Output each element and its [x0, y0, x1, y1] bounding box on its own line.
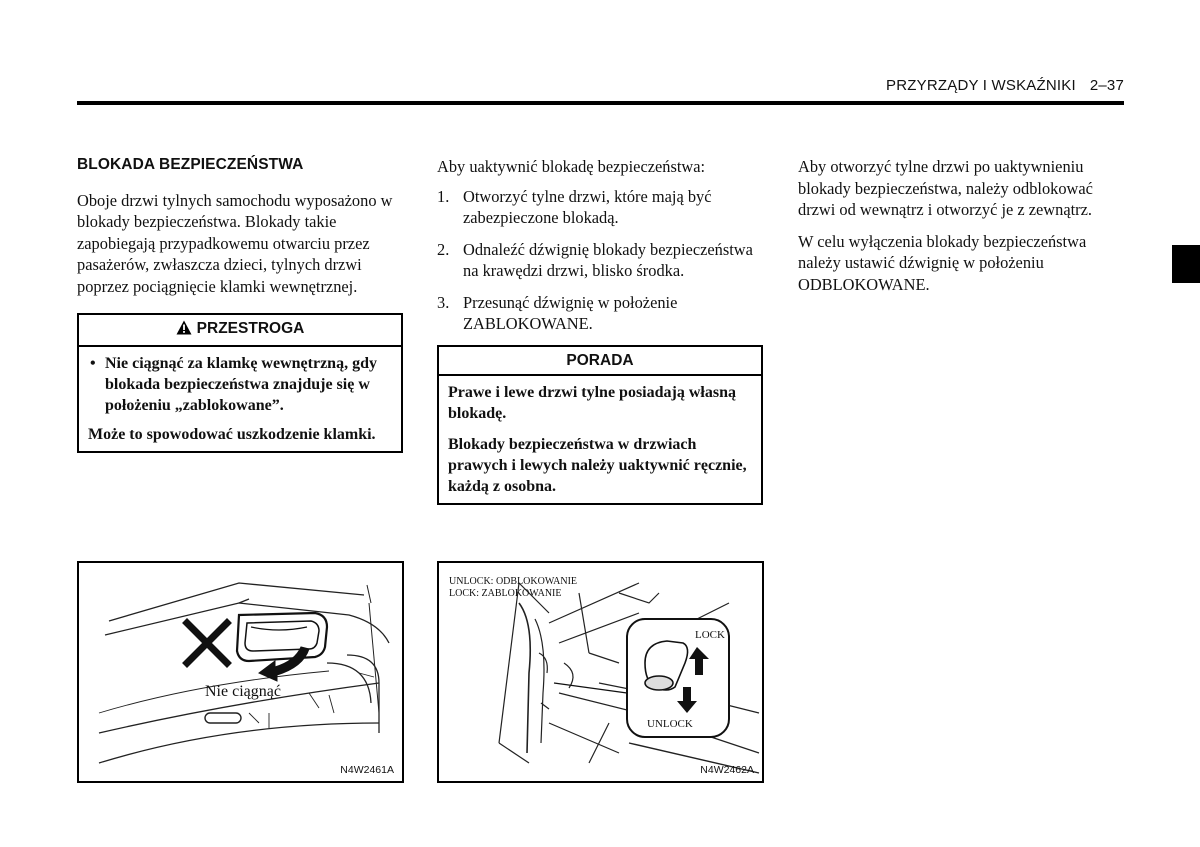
figure-code: N4W2461A [340, 764, 394, 776]
warning-triangle-icon [176, 320, 192, 342]
caution-item-text: Nie ciągnąć za klamkę wewnętrzną, gdy blokada bezpieczeństwa znajduje się w położeniu „zablokowane”. [105, 354, 377, 414]
caution-box [77, 313, 403, 453]
step-text: Przesunąć dźwignię w położenie ZABLOKOWANE. [463, 292, 678, 333]
lower-handle-slot [205, 713, 241, 723]
caution-note: Może to spowodować uszkodzenie klamki. [88, 425, 376, 443]
paragraph: Aby otworzyć tylne drzwi po uaktywnieniu blokady bezpieczeństwa, należy odblokować drzwi od wewnątrz i otworzyć je z zewnątrz. [798, 157, 1093, 219]
step-text: Odnaleźć dźwignię blokady bezpieczeństwa na krawędzi drzwi, blisko środka. [463, 239, 753, 280]
tip-heading: PORADA [439, 347, 761, 377]
section-title: BLOKADA BEZPIECZEŃSTWA [77, 156, 304, 173]
steps-list [437, 186, 763, 335]
figure-code: N4W2462A [700, 764, 754, 776]
door-handle-illustration [79, 563, 402, 781]
section-name: PRZYRZĄDY I WSKAŹNIKI [886, 77, 1076, 94]
caution-body [79, 347, 401, 451]
step-item [437, 292, 763, 335]
figure-caption-label: Nie ciągnąć [205, 683, 281, 700]
caution-item [88, 353, 392, 416]
lock-label: LOCK [695, 629, 725, 641]
header-rule [77, 101, 1124, 105]
caution-heading-text: PRZESTROGA [196, 320, 305, 337]
tip-paragraph: Prawe i lewe drzwi tylne posiadają własną blokadę. [448, 384, 736, 422]
page-number: 2–37 [1089, 77, 1124, 94]
column-1 [77, 154, 403, 453]
caution-list [88, 353, 392, 416]
door-handle-recess [237, 613, 327, 661]
no-cross-icon [187, 623, 227, 663]
column-3 [798, 156, 1124, 295]
caution-heading [79, 315, 401, 347]
legend-unlock: UNLOCK: ODBLOKOWANIE [449, 576, 578, 587]
bullet: • [90, 354, 96, 372]
running-header [886, 77, 1124, 94]
intro-paragraph: Oboje drzwi tylnych samochodu wyposażono w blokady bezpieczeństwa. Blokady takie zapobiegają przypadkowemu otwarciu przez pasażerów, zwłaszcza dzieci, tylnych drzwi poprzez pociągnięcie klamki wewnętrznej. [77, 190, 393, 296]
step-number: 1. [437, 186, 450, 206]
tip-paragraph: Blokady bezpieczeństwa w drzwiach prawych i lewych należy uaktywnić ręcznie, każdą z osobna. [448, 436, 747, 495]
step-item [437, 186, 763, 229]
step-item [437, 239, 763, 282]
step-text: Otworzyć tylne drzwi, które mają być zabezpieczone blokadą. [463, 186, 712, 227]
paragraph: W celu wyłączenia blokady bezpieczeństwa należy ustawić dźwignię w położeniu ODBLOKOWANE. [798, 231, 1087, 294]
tip-body [439, 376, 761, 503]
figure-legend [449, 576, 577, 600]
legend-lock: LOCK: ZABLOKOWANIE [449, 588, 562, 599]
figure-door-handle [77, 561, 404, 783]
unlock-label: UNLOCK [647, 718, 693, 730]
steps-intro: Aby uaktywnić blokadę bezpieczeństwa: [437, 157, 706, 176]
step-number: 3. [437, 292, 450, 312]
step-number: 2. [437, 239, 450, 259]
chapter-tab-marker [1172, 245, 1200, 283]
column-2 [437, 156, 763, 505]
figure-child-lock [437, 561, 764, 783]
tip-box [437, 345, 763, 506]
